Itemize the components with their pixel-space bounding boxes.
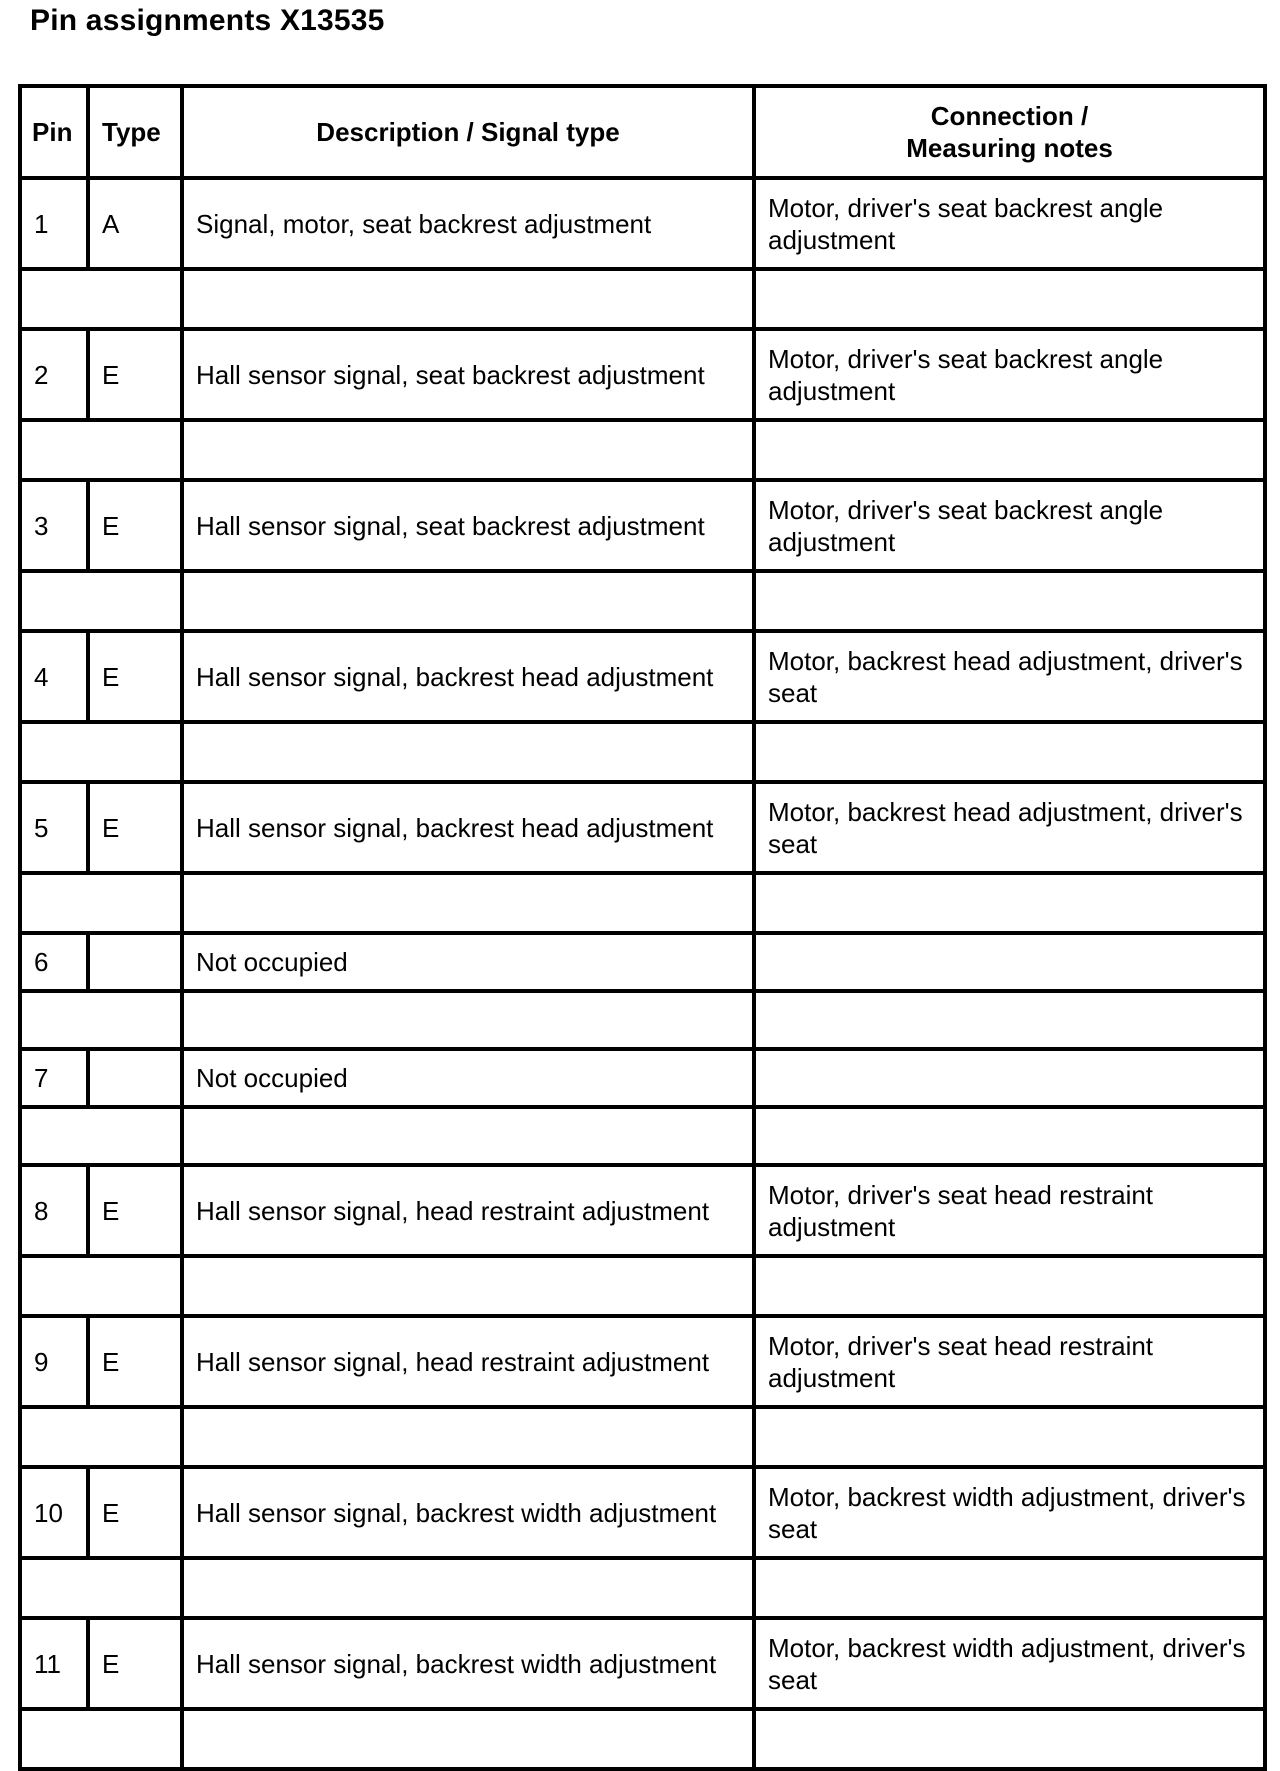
connection-cell (754, 1049, 1265, 1107)
type-cell: E (88, 480, 182, 571)
connection-cell: Motor, backrest head adjustment, driver's seat (754, 782, 1265, 873)
table-header-row (20, 86, 1265, 178)
header-connection-line2: Measuring notes (906, 133, 1113, 163)
spacer-row (20, 269, 1265, 329)
spacer-cell (20, 873, 182, 933)
spacer-cell (20, 991, 182, 1049)
connection-cell: Motor, driver's seat head restraint adjustment (754, 1316, 1265, 1407)
description-cell: Hall sensor signal, head restraint adjustment (182, 1165, 754, 1256)
description-cell: Hall sensor signal, backrest head adjustment (182, 782, 754, 873)
header-description: Description / Signal type (182, 86, 754, 178)
description-cell: Hall sensor signal, backrest width adjustment (182, 1618, 754, 1709)
type-cell (88, 933, 182, 991)
spacer-cell (182, 991, 754, 1049)
spacer-cell (754, 1407, 1265, 1467)
header-connection-line1: Connection / (930, 101, 1089, 131)
type-cell: E (88, 329, 182, 420)
connection-cell: Motor, driver's seat backrest angle adjustment (754, 480, 1265, 571)
spacer-row (20, 1256, 1265, 1316)
connection-cell: Motor, backrest head adjustment, driver's seat (754, 631, 1265, 722)
pin-cell: 8 (20, 1165, 88, 1256)
spacer-cell (20, 1407, 182, 1467)
spacer-cell (182, 873, 754, 933)
connection-cell: Motor, driver's seat backrest angle adjustment (754, 329, 1265, 420)
table-row (20, 1049, 1265, 1107)
spacer-cell (754, 873, 1265, 933)
table-row (20, 782, 1265, 873)
spacer-cell (20, 1558, 182, 1618)
table-row (20, 178, 1265, 269)
spacer-cell (182, 1558, 754, 1618)
connection-cell: Motor, backrest width adjustment, driver's seat (754, 1467, 1265, 1558)
pin-cell: 11 (20, 1618, 88, 1709)
table-row (20, 933, 1265, 991)
spacer-cell (754, 571, 1265, 631)
spacer-cell (20, 722, 182, 782)
spacer-cell (20, 1107, 182, 1165)
pin-cell: 9 (20, 1316, 88, 1407)
spacer-cell (182, 1256, 754, 1316)
spacer-cell (182, 420, 754, 480)
table-row (20, 631, 1265, 722)
spacer-cell (754, 991, 1265, 1049)
pin-cell: 5 (20, 782, 88, 873)
spacer-cell (754, 722, 1265, 782)
spacer-cell (754, 1558, 1265, 1618)
connection-cell: Motor, driver's seat head restraint adjustment (754, 1165, 1265, 1256)
spacer-row (20, 1407, 1265, 1467)
spacer-cell (20, 1709, 182, 1769)
header-type: Type (88, 86, 182, 178)
connection-cell (754, 933, 1265, 991)
connection-cell: Motor, driver's seat backrest angle adjustment (754, 178, 1265, 269)
type-cell: E (88, 631, 182, 722)
spacer-row (20, 571, 1265, 631)
description-cell: Not occupied (182, 933, 754, 991)
pin-assignment-table (18, 84, 1267, 1771)
description-cell: Signal, motor, seat backrest adjustment (182, 178, 754, 269)
table-row (20, 329, 1265, 420)
spacer-cell (20, 1256, 182, 1316)
header-connection (754, 86, 1265, 178)
spacer-cell (754, 1107, 1265, 1165)
description-cell: Hall sensor signal, backrest head adjustment (182, 631, 754, 722)
description-cell: Hall sensor signal, head restraint adjustment (182, 1316, 754, 1407)
description-cell: Hall sensor signal, seat backrest adjustment (182, 480, 754, 571)
spacer-cell (182, 1107, 754, 1165)
pin-cell: 7 (20, 1049, 88, 1107)
spacer-row (20, 873, 1265, 933)
spacer-cell (20, 269, 182, 329)
pin-cell: 6 (20, 933, 88, 991)
description-cell: Hall sensor signal, seat backrest adjustment (182, 329, 754, 420)
type-cell: E (88, 1618, 182, 1709)
spacer-cell (754, 1256, 1265, 1316)
header-pin: Pin (20, 86, 88, 178)
description-cell: Hall sensor signal, backrest width adjustment (182, 1467, 754, 1558)
spacer-cell (182, 722, 754, 782)
spacer-row (20, 420, 1265, 480)
pin-cell: 1 (20, 178, 88, 269)
table-row (20, 1618, 1265, 1709)
table-row (20, 480, 1265, 571)
table-body (20, 178, 1265, 1769)
spacer-cell (20, 571, 182, 631)
spacer-cell (182, 1709, 754, 1769)
table-row (20, 1467, 1265, 1558)
spacer-cell (20, 420, 182, 480)
spacer-cell (754, 420, 1265, 480)
type-cell: E (88, 1165, 182, 1256)
spacer-cell (182, 1407, 754, 1467)
spacer-cell (182, 269, 754, 329)
type-cell (88, 1049, 182, 1107)
pin-cell: 2 (20, 329, 88, 420)
spacer-row (20, 1558, 1265, 1618)
connection-cell: Motor, backrest width adjustment, driver's seat (754, 1618, 1265, 1709)
pin-cell: 4 (20, 631, 88, 722)
description-cell: Not occupied (182, 1049, 754, 1107)
type-cell: E (88, 1467, 182, 1558)
type-cell: E (88, 782, 182, 873)
table-row (20, 1165, 1265, 1256)
spacer-cell (182, 571, 754, 631)
pin-cell: 3 (20, 480, 88, 571)
pin-cell: 10 (20, 1467, 88, 1558)
type-cell: A (88, 178, 182, 269)
page-title: Pin assignments X13535 (30, 4, 385, 37)
spacer-row (20, 722, 1265, 782)
spacer-row (20, 1107, 1265, 1165)
spacer-cell (754, 1709, 1265, 1769)
spacer-row (20, 1709, 1265, 1769)
type-cell: E (88, 1316, 182, 1407)
spacer-cell (754, 269, 1265, 329)
table-row (20, 1316, 1265, 1407)
spacer-row (20, 991, 1265, 1049)
